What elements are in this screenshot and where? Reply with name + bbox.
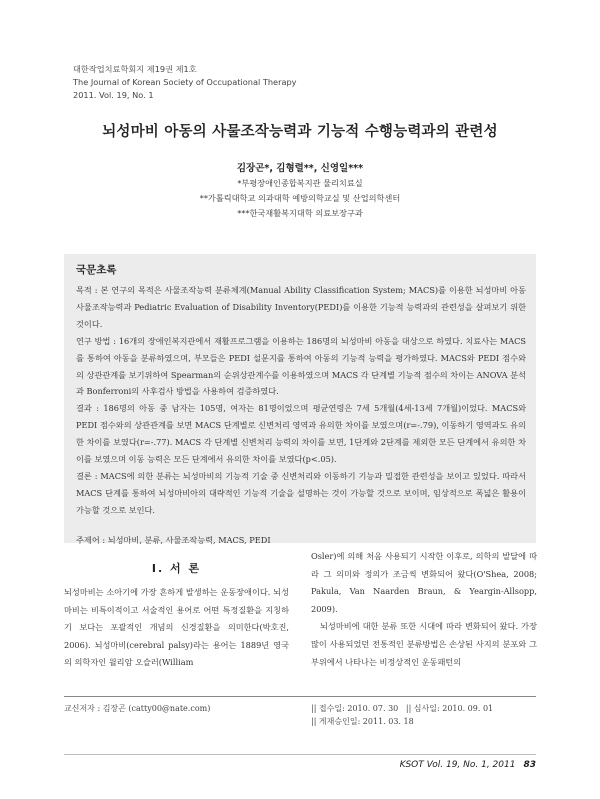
journal-name-korean: 대한작업치료학회지 제19권 제1호: [73, 64, 197, 74]
abstract-box: [64, 254, 536, 543]
abstract-heading: 국문초록: [76, 264, 117, 276]
footnote-divider: [64, 696, 536, 697]
intro-right-column: [311, 548, 537, 671]
affiliation-2: **가톨릭대학교 의과대학 예방의학교실 및 산업의학센터: [199, 193, 401, 203]
corresponding-author: 교신저자 : 김장곤 (catty00@nate.com): [64, 704, 211, 713]
journal-volume: 2011. Vol. 19, No. 1: [73, 90, 154, 100]
author-list: 김장곤*, 김형렬**, 신영일***: [236, 163, 364, 174]
abstract-purpose: 목적 : 본 연구의 목적은 사물조작능력 분류체계(Manual Ability Classification System; MACS)를 이용한 뇌성마비 아동 사물조작능력과 Pediatric Evaluation of Disability Inventory(PEDI)를 이용한 기능적 능력과의 관련성을 살펴보기 위한 것이다.: [76, 285, 526, 329]
page-footer: [400, 760, 536, 770]
journal-header: [73, 63, 297, 102]
submission-dates: || 접수일: 2010. 07. 30 || 심사일: 2010. 09. 01 || 게재승인일: 2011. 03. 18: [311, 704, 494, 726]
affiliation-3: ***한국재활복지대학 의료보장구과: [237, 208, 363, 218]
abstract-results: 결과 : 186명의 아동 중 남자는 105명, 여자는 81명이었으며 평균연령은 7세 5개월(4세-13세 7개월)이었다. MACS와 PEDI 점수와의 상관관계를 보면 MACS 단계별로 신변처리 영역과 유의한 차이를 보였으며(r=-.79), 이동하기 영역과도 유의한 차이를 보였다(r=-.77). MACS 각 단계별 신변처리 능력의 차이를 보면, 1단계와 2단계를 제외한 모든 단계에서 유의한 차이를 보였으며 이동 능력은 모든 단계에서 유의한 차이를 보였다(p<.05).: [76, 403, 526, 465]
intro-left-column: 뇌성마비는 소아기에 가장 흔하게 발생하는 운동장애이다. 뇌성마비는 비특이적이고 서술적인 용어로 어떤 특정질환을 지칭하기 보다는 포괄적인 개념의 신경질환을 의미한다(박호진, 2006). 뇌성마비(cerebral palsy)라는 용어는 1889년 영국의 의학자인 윌리암 오슬러(William: [64, 587, 289, 668]
abstract-methods: 연구 방법 : 16개의 장애인복지관에서 재활프로그램을 이용하는 186명의 뇌성마비 아동을 대상으로 하였다. 치료사는 MACS를 통하여 아동을 분류하였으며, 부모들은 PEDI 설문지를 통하여 아동의 기능적 능력을 평가하였다. MACS와 PEDI 점수와의 상관관계를 보기위하여 Spearman의 순위상관계수를 이용하였으며 MACS 각 단계별 기능적 점수의 차이는 ANOVA 분석과 Bonferroni의 사후검사 방법을 사용하여 검증하였다.: [76, 335, 526, 397]
section-title-introduction: Ⅰ. 서 론: [151, 562, 202, 575]
intro-right-paragraph-2: 뇌성마비에 대한 분류 또한 시대에 따라 변화되어 왔다. 가장 많이 사용되었던 전통적인 분류방법은 손상된 사지의 분포와 그 부위에서 나타나는 비정상적인 운동패턴의: [311, 621, 537, 667]
intro-right-paragraph-1: Osler)에 의해 처음 사용되기 시작한 이후로, 의학의 발달에 따라 그 의미와 정의가 조금씩 변화되어 왔다(O'Shea, 2008; Pakula, Van Naarden Braun, & Yeargin-Allsopp, 2009).: [311, 551, 537, 614]
page-number: 83: [523, 760, 536, 770]
abstract-conclusion: 결론 : MACS에 의한 분류는 뇌성마비의 기능적 기술 중 신변처리와 이동하기 기능과 밀접한 관련성을 보이고 있었다. 따라서 MACS 단계를 통하여 뇌성마비아의 대략적인 기능적 기술을 설명하는 것이 가능할 것으로 보이며, 임상적으로 폭넓은 활용이 가능할 것으로 보인다.: [76, 470, 526, 515]
abstract-keywords: 주제어 : 뇌성마비, 분류, 사물조작능력, MACS, PEDI: [76, 534, 271, 545]
footer-journal-ref: KSOT Vol. 19, No. 1, 2011: [399, 760, 516, 770]
paper-title: 뇌성마비 아동의 사물조작능력과 기능적 수행능력과의 관련성: [102, 124, 498, 140]
journal-name-english: The Journal of Korean Society of Occupational Therapy: [73, 77, 297, 87]
affiliation-1: *부평장애인종합복지관 물리치료실: [237, 178, 363, 188]
affiliations: [0, 176, 600, 221]
